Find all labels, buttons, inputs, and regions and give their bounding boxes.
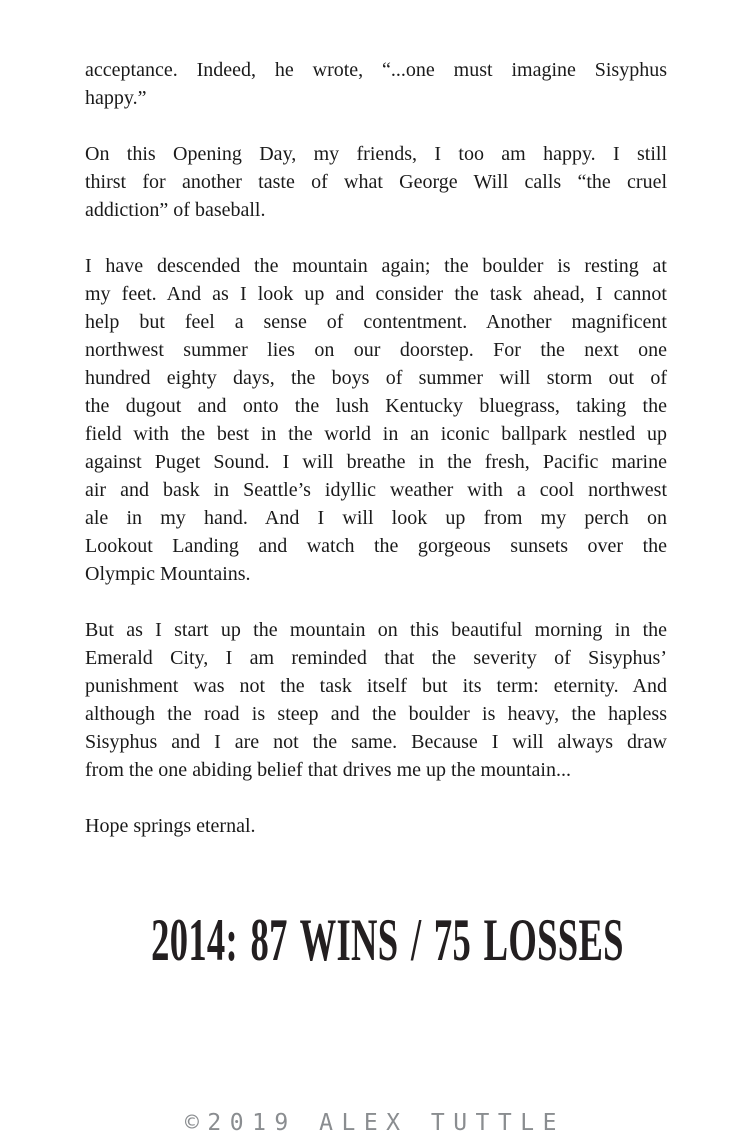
text-line: addiction” of baseball. [85,199,266,221]
text-line: acceptance. Indeed, he wrote, “...one must imagine Sisyphus [85,59,667,81]
text-line: field with the best in the world in an iconic ballpark nestled up [85,423,667,445]
text-line: Olympic Mountains. [85,563,251,585]
text-line: from the one abiding belief that drives me up the mountain... [85,759,571,781]
text-line: Emerald City, I am reminded that the severity of Sisyphus’ [85,647,667,669]
text-line: the dugout and onto the lush Kentucky bluegrass, taking the [85,395,667,417]
text-line: ale in my hand. And I will look up from my perch on [85,507,667,529]
season-record-text: 2014: 87 WINS / 75 LOSSES [151,907,624,973]
text-line: I have descended the mountain again; the boulder is resting at [85,255,667,277]
text-line: happy.” [85,87,147,109]
text-line: my feet. And as I look up and consider the task ahead, I cannot [85,283,667,305]
text-line: Lookout Landing and watch the gorgeous sunsets over the [85,535,667,557]
text-line: Sisyphus and I are not the same. Because I will always draw [85,731,667,753]
text-line: thirst for another taste of what George Will calls “the cruel [85,171,667,193]
season-record-headline [0,907,750,973]
text-line: help but feel a sense of contentment. Another magnificent [85,311,667,333]
paragraph [85,252,667,588]
text-line: air and bask in Seattle’s idyllic weather with a cool northwest [85,479,667,501]
text-line: Hope springs eternal. [85,815,256,837]
paragraph [85,140,667,224]
text-line: northwest summer lies on our doorstep. For the next one [85,339,667,361]
paragraph [85,812,667,840]
text-line: hundred eighty days, the boys of summer will storm out of [85,367,667,389]
essay-text [85,56,667,868]
text-line: against Puget Sound. I will breathe in the fresh, Pacific marine [85,451,667,473]
text-line: But as I start up the mountain on this beautiful morning in the [85,619,667,641]
text-line: On this Opening Day, my friends, I too am happy. I still [85,143,667,165]
text-line: although the road is steep and the boulder is heavy, the hapless [85,703,667,725]
text-line: punishment was not the task itself but its term: eternity. And [85,675,667,697]
paragraph [85,616,667,784]
copyright-footer: ©2019 ALEX TUTTLE [185,1110,565,1136]
paragraph [85,56,667,112]
